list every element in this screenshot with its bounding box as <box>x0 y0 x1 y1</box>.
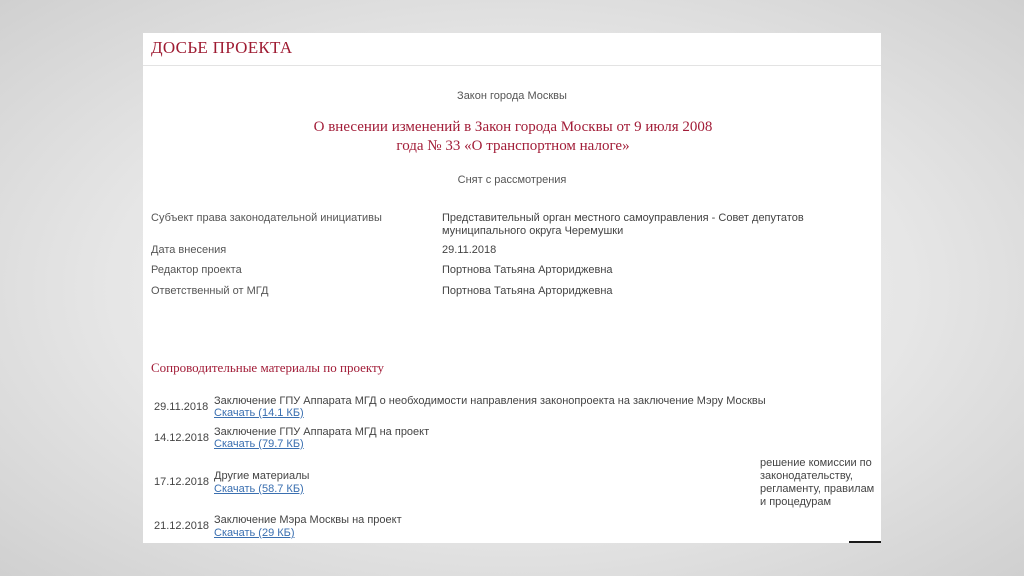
side-note-line: законодательству, <box>760 470 853 482</box>
material-name: Заключение ГПУ Аппарата МГД на проект <box>214 426 430 438</box>
law-title-line-1: О внесении изменений в Закон города Москвы от 9 июля 2008 <box>313 119 713 135</box>
page-title: ДОСЬЕ ПРОЕКТА <box>151 38 293 57</box>
law-type: Закон города Москвы <box>457 90 567 102</box>
material-date: 14.12.2018 <box>154 432 210 444</box>
field-value-initiator <box>442 212 822 238</box>
field-label-responsible: Ответственный от МГД <box>151 285 269 297</box>
law-status: Снят с рассмотрения <box>457 174 567 186</box>
side-note <box>760 457 880 509</box>
field-value-editor: Портнова Татьяна Арториджевна <box>442 264 613 276</box>
document-sheet <box>143 33 881 543</box>
law-title-line-2: года № 33 «О транспортном налоге» <box>396 138 630 154</box>
side-note-line: и процедурам <box>760 496 832 508</box>
material-name: Заключение ГПУ Аппарата МГД о необходимости направления законопроекта на заключение Мэру Москвы <box>214 395 766 407</box>
field-label-editor: Редактор проекта <box>151 264 242 276</box>
download-link[interactable]: Скачать (29 КБ) <box>214 527 295 539</box>
materials-section-title: Сопроводительные материалы по проекту <box>151 360 385 375</box>
download-link[interactable]: Скачать (79.7 КБ) <box>214 438 304 450</box>
field-value-initiator-line-2: муниципального округа Черемушки <box>442 225 624 237</box>
slide-corner-mark <box>849 541 881 543</box>
side-note-line: решение комиссии по <box>760 457 872 469</box>
law-title <box>263 118 763 156</box>
field-value-initiator-line-1: Представительный орган местного самоуправления - Совет депутатов <box>442 212 804 224</box>
field-value-responsible: Портнова Татьяна Арториджевна <box>442 285 613 297</box>
field-label-date: Дата внесения <box>151 244 227 256</box>
material-name: Другие материалы <box>214 470 310 482</box>
field-value-date: 29.11.2018 <box>442 244 497 256</box>
download-link[interactable]: Скачать (58.7 КБ) <box>214 483 304 495</box>
material-date: 21.12.2018 <box>154 520 210 532</box>
material-date: 17.12.2018 <box>154 476 210 488</box>
material-name: Заключение Мэра Москвы на проект <box>214 514 402 526</box>
material-date: 29.11.2018 <box>154 401 209 413</box>
side-note-line: регламенту, правилам <box>760 483 875 495</box>
field-label-initiator: Субъект права законодательной инициативы <box>151 212 382 224</box>
header-divider <box>143 65 881 66</box>
download-link[interactable]: Скачать (14.1 КБ) <box>214 407 304 419</box>
